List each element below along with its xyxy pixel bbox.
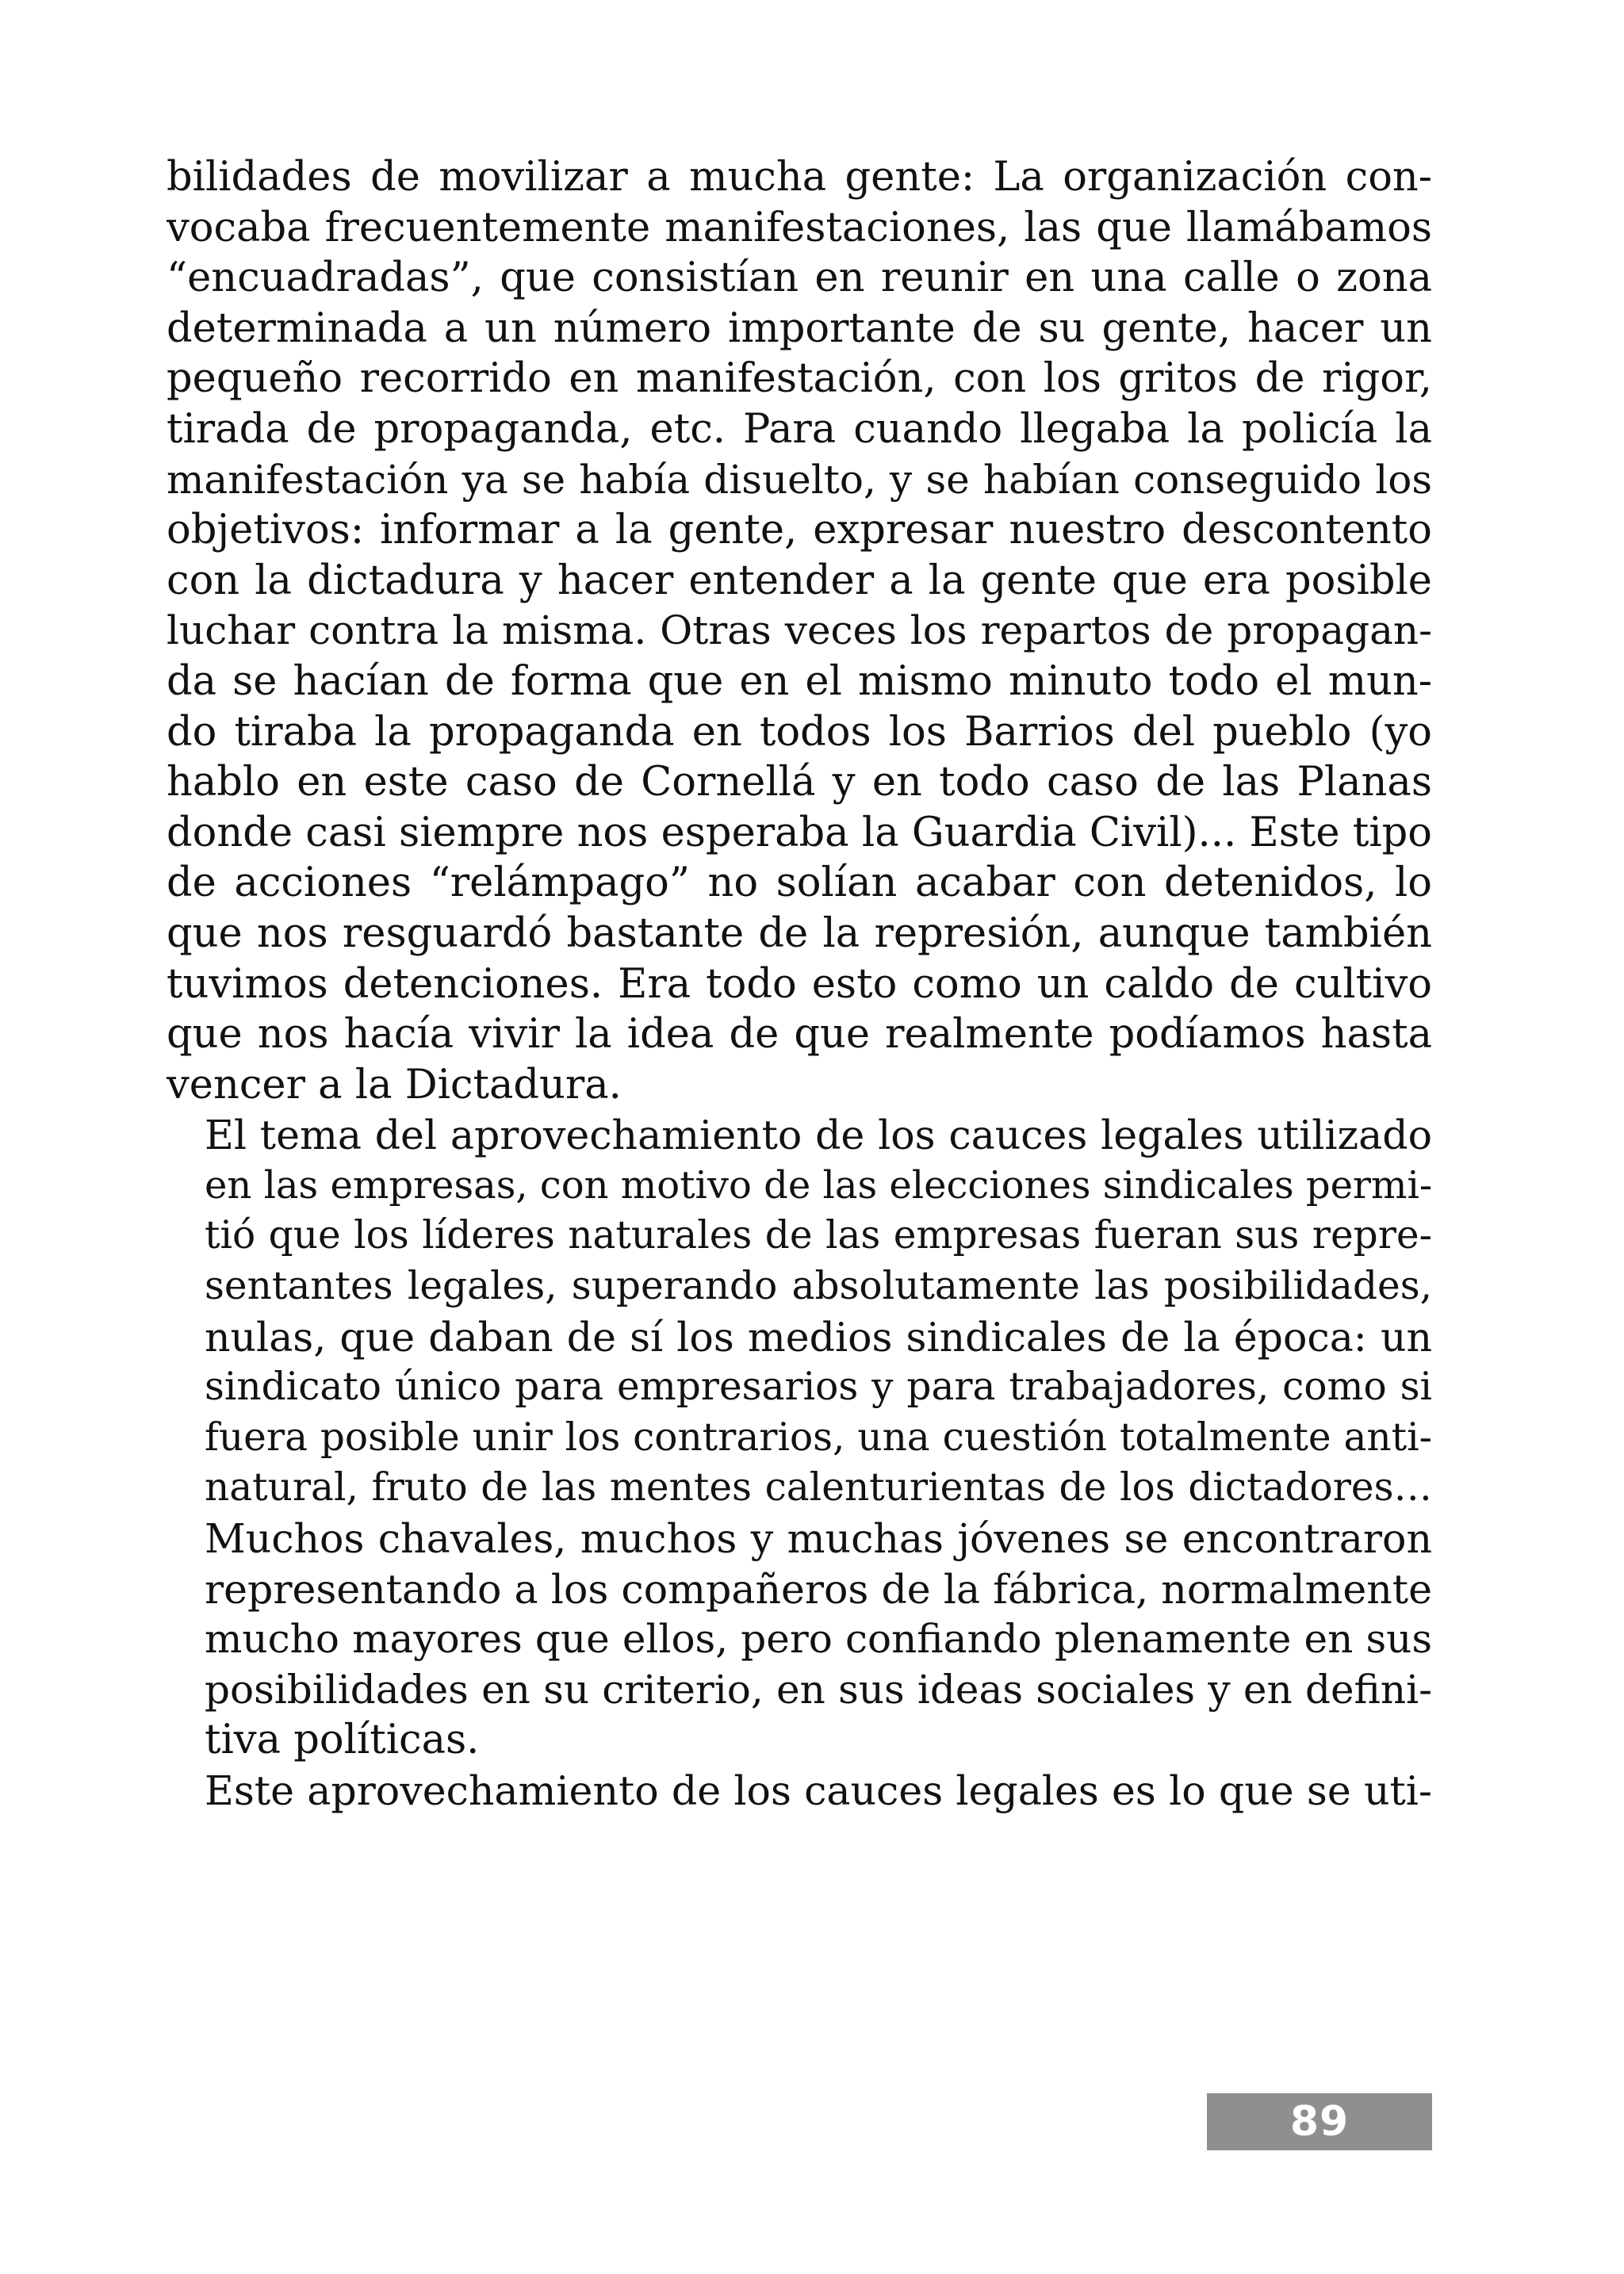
text-line: en las empresas, con motivo de las elecciones sindicales permi- [205, 1162, 1432, 1208]
text-line: bilidades de movilizar a mucha gente: La organización con- [167, 154, 1432, 201]
paragraph [167, 1110, 1432, 1766]
text-line: tiva políticas. [205, 1717, 480, 1764]
text-line: natural, fruto de las mentes calenturientas de los dictadores… [205, 1465, 1432, 1510]
text-line: da se hacían de forma que en el mismo minuto todo el mun- [167, 657, 1432, 705]
text-line: vencer a la Dictadura. [167, 1061, 622, 1108]
text-line: vocaba frecuentemente manifestaciones, las que llamábamos [167, 204, 1432, 251]
paragraph [167, 152, 1432, 1110]
text-line: nulas, que daban de sí los medios sindicales de la época: un [205, 1313, 1432, 1361]
text-line: “encuadradas”, que consistían en reunir en una calle o zona [167, 255, 1432, 302]
text-line: objetivos: informar a la gente, expresar nuestro descontento [167, 507, 1432, 554]
text-line: fuera posible unir los contrarios, una cuestión totalmente anti- [205, 1415, 1432, 1460]
text-line: El tema del aprovechamiento de los cauces legales utilizado [205, 1112, 1432, 1159]
text-line: Este aprovechamiento de los cauces legales es lo que se uti- [205, 1767, 1432, 1814]
text-line: que nos hacía vivir la idea de que realmente podíamos hasta [167, 1011, 1432, 1059]
text-line: tirada de propaganda, etc. Para cuando llegaba la policía la [167, 405, 1432, 453]
text-line: do tiraba la propaganda en todos los Barrios del pueblo (yo [167, 708, 1432, 756]
text-line: Muchos chavales, muchos y muchas jóvenes se encontraron [205, 1515, 1432, 1563]
page-number: 89 [1289, 2098, 1350, 2146]
text-line: sentantes legales, superando absolutamente las posibilidades, [205, 1264, 1432, 1309]
text-line: sindicato único para empresarios y para trabajadores, como si [205, 1365, 1432, 1410]
text-line: determinada a un número importante de su gente, hacer un [167, 304, 1432, 352]
text-line: de acciones “relámpago” no solían acabar con detenidos, lo [167, 859, 1432, 907]
text-line: manifestación ya se había disuelto, y se habían conseguido los [167, 456, 1432, 503]
page-number-badge [1207, 2093, 1432, 2150]
body-text [167, 152, 1432, 1817]
text-line: hablo en este caso de Cornellá y en todo caso de las Planas [167, 759, 1432, 806]
text-line: tió que los líderes naturales de las empresas fueran sus repre- [205, 1213, 1432, 1258]
text-line: con la dictadura y hacer entender a la gente que era posible [167, 557, 1432, 604]
text-line: tuvimos detenciones. Era todo esto como un caldo de cultivo [167, 960, 1432, 1008]
text-line: posibilidades en su criterio, en sus ideas sociales y en defini- [205, 1666, 1432, 1713]
text-line: mucho mayores que ellos, pero confiando plenamente en sus [205, 1616, 1432, 1663]
text-line: pequeño recorrido en manifestación, con los gritos de rigor, [167, 355, 1432, 403]
text-line: que nos resguardó bastante de la represión, aunque también [167, 909, 1432, 957]
text-line: donde casi siempre nos esperaba la Guardia Civil)... Este tipo [167, 809, 1432, 856]
paragraph [167, 1766, 1432, 1817]
text-line: luchar contra la misma. Otras veces los repartos de propagan- [167, 607, 1432, 654]
text-line: representando a los compañeros de la fábrica, normalmente [205, 1565, 1432, 1613]
